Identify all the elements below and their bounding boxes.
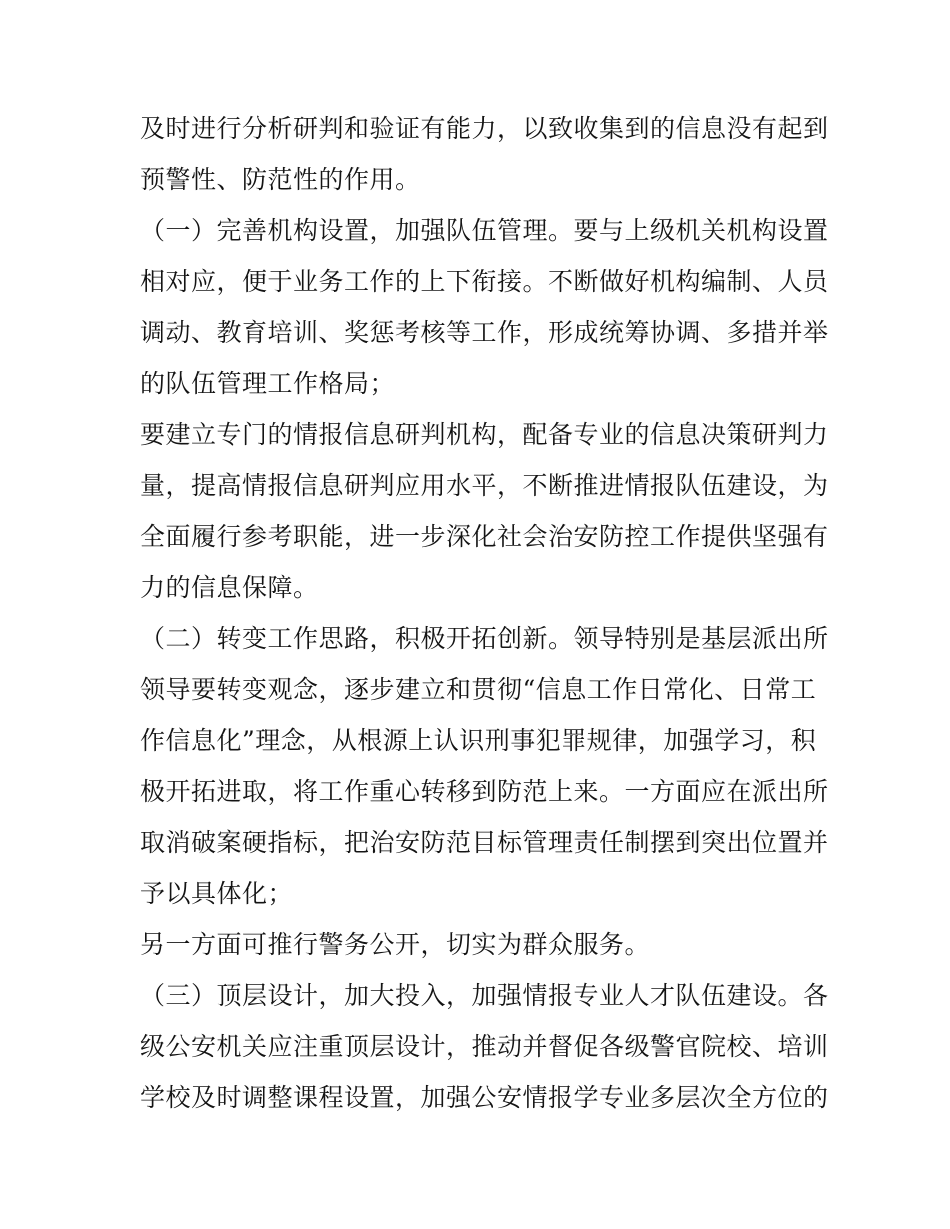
text-line: 予以具体化； [140,879,294,908]
text-line: （一）完善机构设置，加强队伍管理。要与上级机关机构设置 [140,216,829,245]
text-line: 的队伍管理工作格局； [140,369,396,398]
text-line: 相对应，便于业务工作的上下衔接。不断做好机构编制、人员 [140,267,829,296]
text-line: 领导要转变观念，逐步建立和贯彻“信息工作日常化、日常工 [140,675,817,704]
text-line: 预警性、防范性的作用。 [140,165,421,194]
text-line: （三）顶层设计，加大投入，加强情报专业人才队伍建设。各 [140,981,829,1010]
body-text [140,103,829,1123]
text-line: 及时进行分析研判和验证有能力，以致收集到的信息没有起到 [140,114,829,143]
text-line: 作信息化”理念，从根源上认识刑事犯罪规律，加强学习，积 [140,726,817,755]
text-line: 量，提高情报信息研判应用水平，不断推进情报队伍建设，为 [140,471,829,500]
text-line: 级公安机关应注重顶层设计，推动并督促各级警官院校、培训 [140,1032,829,1061]
text-line: 全面履行参考职能，进一步深化社会治安防控工作提供坚强有 [140,522,829,551]
text-line: 另一方面可推行警务公开，切实为群众服务。 [140,930,651,959]
text-line: 学校及时调整课程设置，加强公安情报学专业多层次全方位的 [140,1083,829,1112]
text-line: （二）转变工作思路，积极开拓创新。领导特别是基层派出所 [140,624,829,653]
text-line: 取消破案硬指标，把治安防范目标管理责任制摆到突出位置并 [140,828,829,857]
text-line: 力的信息保障。 [140,573,319,602]
text-line: 调动、教育培训、奖惩考核等工作，形成统筹协调、多措并举 [140,318,829,347]
text-line: 极开拓进取，将工作重心转移到防范上来。一方面应在派出所 [140,777,829,806]
text-line: 要建立专门的情报信息研判机构，配备专业的信息决策研判力 [140,420,829,449]
